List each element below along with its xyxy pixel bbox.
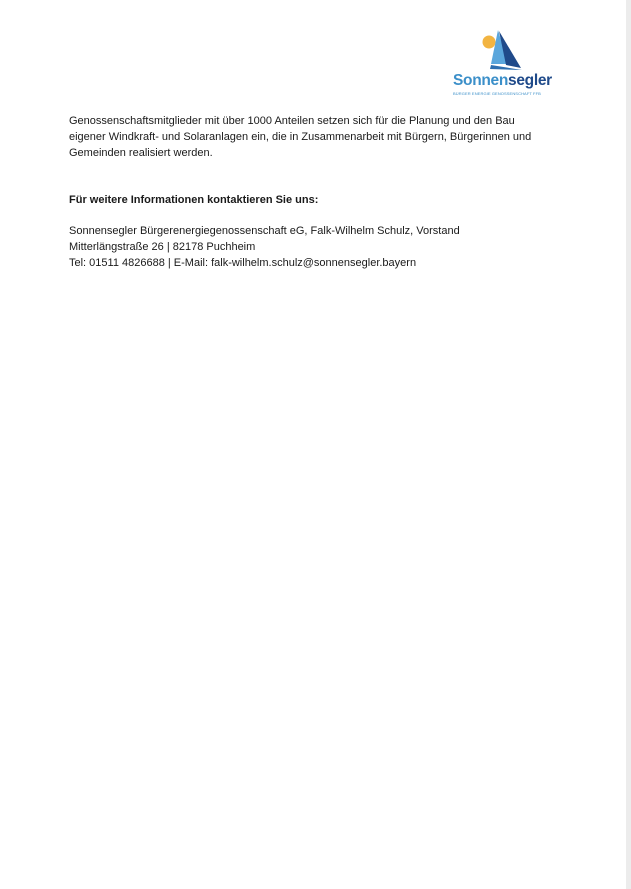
contact-heading: Für weitere Informationen kontaktieren Sie uns: <box>69 194 319 206</box>
intro-paragraph <box>69 113 531 161</box>
logo-wordmark <box>453 72 552 90</box>
contact-block <box>69 223 460 271</box>
logo-wordmark-part1: Sonnen <box>453 72 509 89</box>
contact-phone-email-line: Tel: 01511 4826688 | E-Mail: falk-wilhelm.schulz@sonnensegler.bayern <box>69 257 417 269</box>
sonnensegler-logo <box>450 28 554 100</box>
contact-organization-line: Sonnensegler Bürgerenergiegenossenschaft eG, Falk-Wilhelm Schulz, Vorstand <box>69 225 460 237</box>
sail-sun-icon <box>476 28 526 72</box>
intro-line: Genossenschaftsmitglieder mit über 1000 Anteilen setzen sich für die Planung und den Bau <box>69 115 515 127</box>
logo-wordmark-part2: segler <box>508 72 552 89</box>
contact-address-line: Mitterlängstraße 26 | 82178 Puchheim <box>69 241 256 253</box>
intro-line: eigener Windkraft- und Solaranlagen ein, die in Zusammenarbeit mit Bürgern, Bürgerinnen und <box>69 131 532 143</box>
logo-tagline: BÜRGER ENERGIE GENOSSENSCHAFT FFB <box>453 91 541 96</box>
intro-line: Gemeinden realisiert werden. <box>69 147 213 159</box>
